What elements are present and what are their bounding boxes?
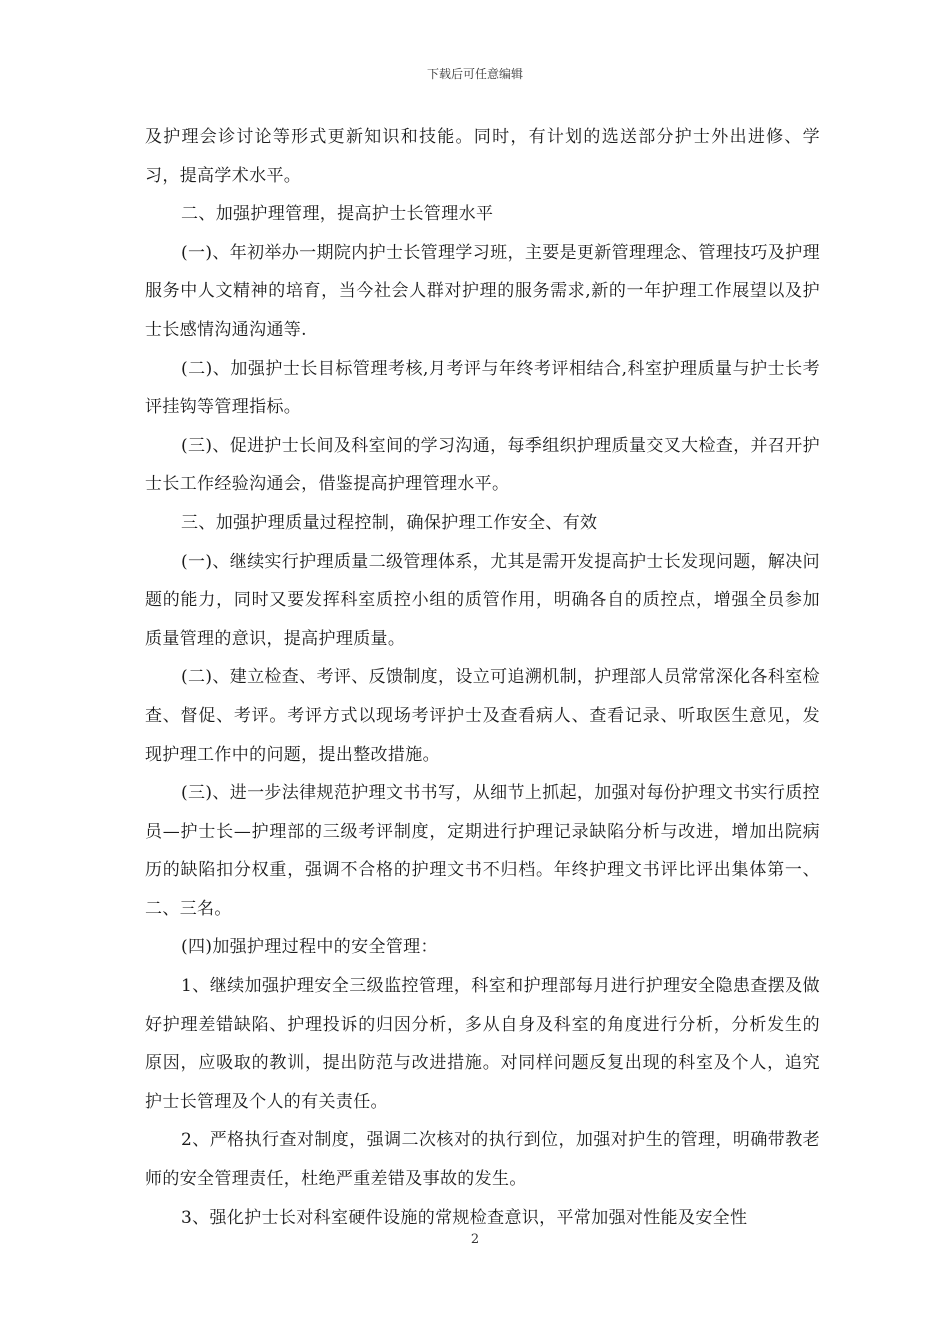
paragraph: (一)、继续实行护理质量二级管理体系，尤其是需开发提高护士长发现问题，解决问题的能力，同时又要发挥科室质控小组的质管作用，明确各自的质控点，增强全员参加质量管理的意识，提高护理质量。 <box>145 551 820 649</box>
section-heading: 二、加强护理管理，提高护士长管理水平 <box>181 204 494 225</box>
paragraph: (二)、加强护士长目标管理考核,月考评与年终考评相结合,科室护理质量与护士长考评挂钩等管理指标。 <box>145 358 820 418</box>
paragraph: 及护理会诊讨论等形式更新知识和技能。同时，有计划的选送部分护士外出进修、学习，提高学术水平。 <box>145 127 820 186</box>
subsection-heading: (四)加强护理过程中的安全管理： <box>181 937 438 958</box>
page-number: 2 <box>470 1232 480 1247</box>
paragraph: 2、严格执行查对制度，强调二次核对的执行到位，加强对护生的管理，明确带教老师的安全管理责任，杜绝严重差错及事故的发生。 <box>145 1130 820 1190</box>
paragraph: (一)、年初举办一期院内护士长管理学习班，主要是更新管理理念、管理技巧及护理服务中人文精神的培育，当今社会人群对护理的服务需求,新的一年护理工作展望以及护士长感情沟通沟通等. <box>145 242 820 340</box>
page-header: 下载后可任意编辑 <box>426 67 523 81</box>
section-heading: 三、加强护理质量过程控制，确保护理工作安全、有效 <box>181 512 598 533</box>
paragraph: (三)、进一步法律规范护理文书书写，从细节上抓起，加强对每份护理文书实行质控员—护士长—护理部的三级考评制度，定期进行护理记录缺陷分析与改进，增加出院病历的缺陷扣分权重，强调不合格的护理文书不归档。年终护理文书评比评出集体第一、二、三名。 <box>145 783 820 919</box>
paragraph: 3、强化护士长对科室硬件设施的常规检查意识，平常加强对性能及安全性 <box>181 1207 748 1228</box>
document-body <box>145 118 820 1237</box>
paragraph: (三)、促进护士长间及科室间的学习沟通，每季组织护理质量交叉大检查，并召开护士长工作经验沟通会，借鉴提高护理管理水平。 <box>145 435 820 495</box>
paragraph: 1、继续加强护理安全三级监控管理，科室和护理部每月进行护理安全隐患查摆及做好护理差错缺陷、护理投诉的归因分析，多从自身及科室的角度进行分析，分析发生的原因，应吸取的教训，提出防范与改进措施。对同样问题反复出现的科室及个人，追究护士长管理及个人的有关责任。 <box>145 976 820 1112</box>
paragraph: (二)、建立检查、考评、反馈制度，设立可追溯机制，护理部人员常常深化各科室检查、督促、考评。考评方式以现场考评护士及查看病人、查看记录、听取医生意见，发现护理工作中的问题，提出整改措施。 <box>145 667 820 765</box>
